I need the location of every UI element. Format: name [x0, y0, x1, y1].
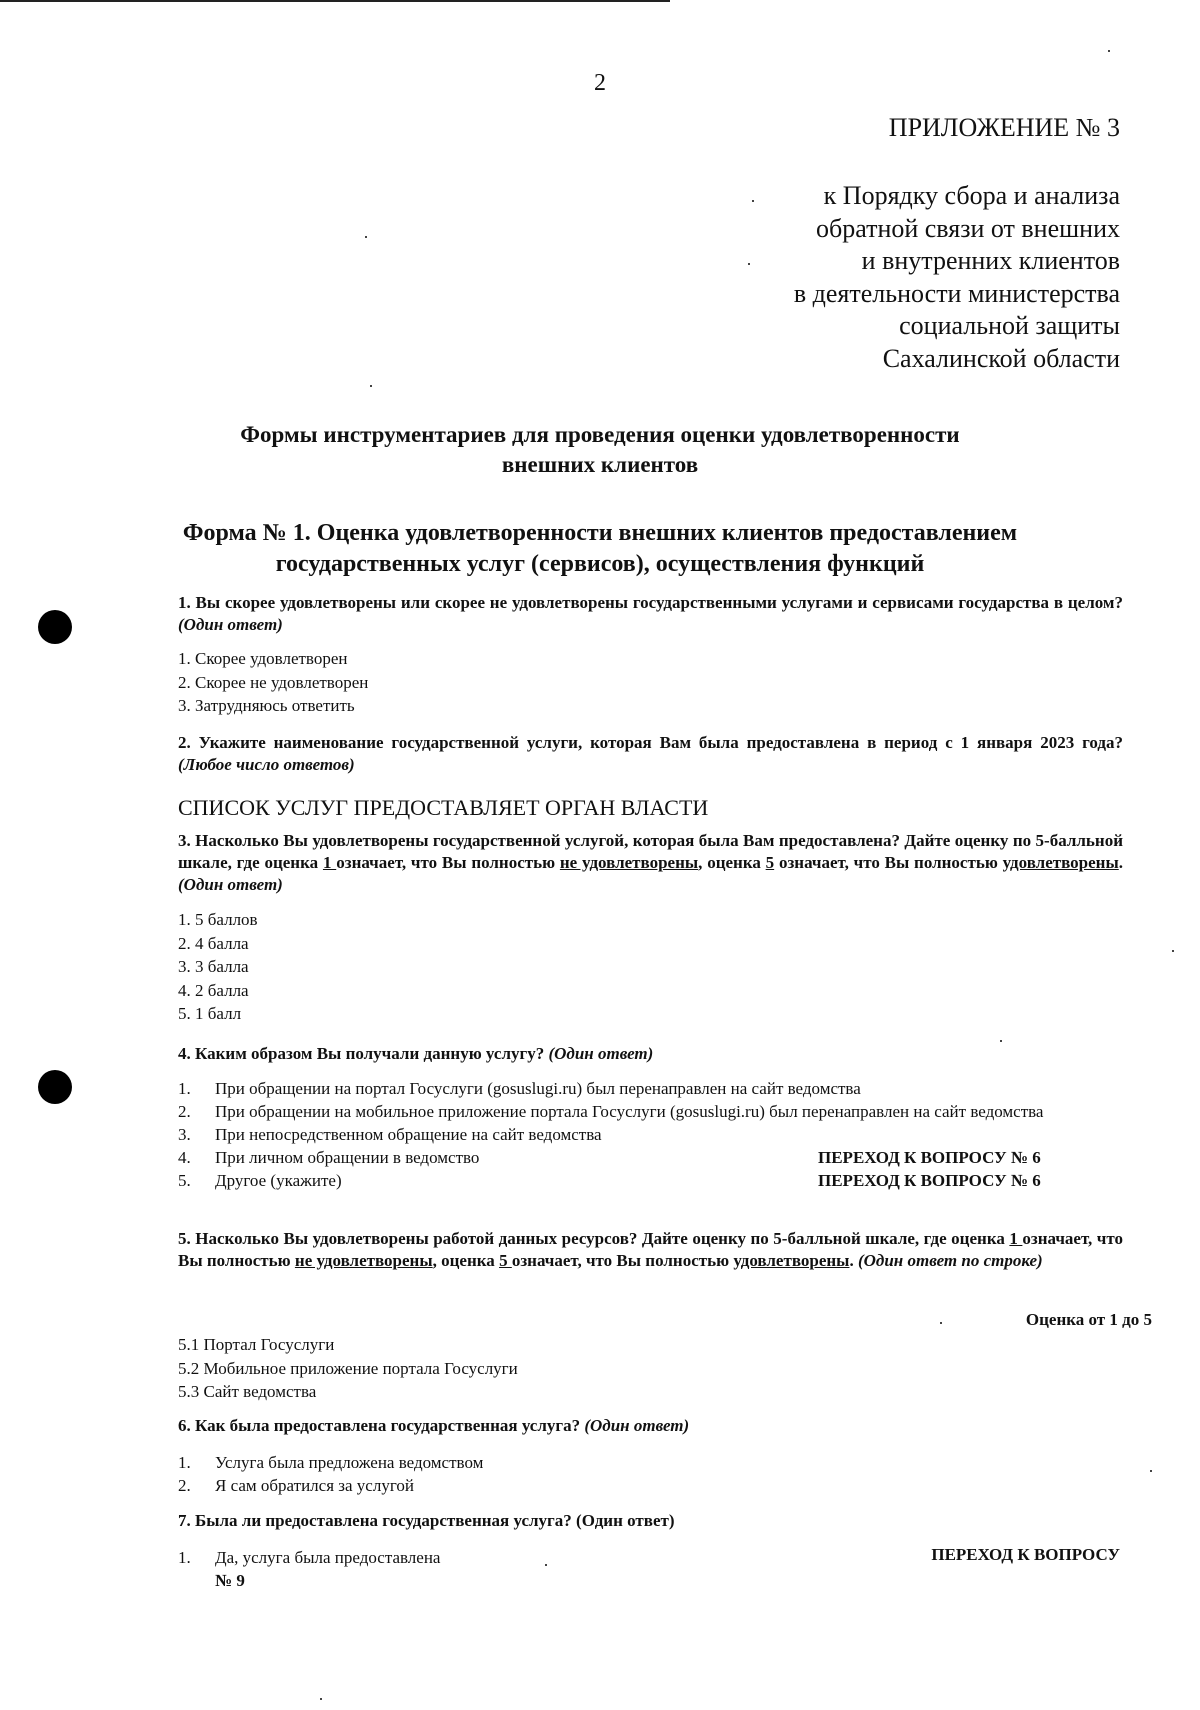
answer-option: 3. 3 балла	[178, 957, 249, 976]
answer-option-continuation: № 9	[215, 1571, 245, 1590]
answer-option: 2. Скорее не удовлетворен	[178, 672, 369, 692]
question-text: 2. Укажите наименование государственной услуги, которая Вам была предоставлена в период с 1 января 2023 года?	[178, 733, 1123, 752]
answer-option: 5. 1 балл	[178, 1004, 242, 1023]
option-text: Другое (укажите)	[215, 1171, 342, 1190]
question-text: 1. Вы скорее удовлетворены или скорее не удовлетворены государственными услугами и сервисами государства в целом?	[178, 593, 1123, 612]
question-3-options	[178, 908, 1123, 1026]
rating-column-header: Оценка от 1 до 5	[1025, 1310, 1152, 1329]
question-2	[178, 732, 1123, 776]
answer-option: 5.2 Мобильное приложение портала Госуслуги	[178, 1358, 518, 1378]
question-6-options	[178, 1451, 1123, 1497]
hole-punch-mark	[38, 1070, 72, 1104]
option-text: При непосредственном обращение на сайт ведомства	[215, 1125, 602, 1144]
option-text: Да, услуга была предоставлена	[215, 1548, 441, 1567]
question-4	[178, 1043, 1123, 1065]
answer-option: 2. 4 балла	[178, 933, 249, 953]
question-hint: (Один ответ)	[178, 615, 283, 634]
option-text: При личном обращении в ведомство	[215, 1148, 480, 1167]
underlined-text: удовлетворены	[733, 1251, 850, 1270]
underlined-text: 5	[499, 1251, 512, 1270]
option-number: 1.	[178, 1453, 191, 1472]
main-title-line: внешних клиентов	[501, 452, 699, 477]
question-hint: (Один ответ)	[178, 875, 283, 894]
scan-speck	[1108, 50, 1110, 52]
underlined-text: 5	[765, 853, 775, 872]
reference-line: обратной связи от внешних	[815, 213, 1120, 243]
skip-instruction: ПЕРЕХОД К ВОПРОСУ № 6	[818, 1148, 1041, 1167]
option-text: При обращении на мобильное приложение портала Госуслуги (gosuslugi.ru) был перенаправлен на сайт ведомства	[215, 1102, 1044, 1121]
option-number: 5.	[178, 1171, 191, 1190]
reference-line: в деятельности министерства	[793, 278, 1120, 308]
option-text: Услуга была предложена ведомством	[215, 1453, 484, 1472]
reference-line: к Порядку сбора и анализа	[823, 181, 1120, 210]
underlined-text: удовлетворены	[1002, 853, 1119, 872]
question-text: .	[849, 1251, 854, 1270]
answer-option	[178, 1100, 1123, 1123]
question-text: означает, что Вы полностью	[178, 1229, 1124, 1270]
reference-line: Сахалинской области	[882, 343, 1120, 373]
question-text: , оценка	[432, 1251, 500, 1270]
form-title-line: Форма № 1. Оценка удовлетворенности внешних клиентов предоставлением	[182, 520, 1018, 546]
option-text: При обращении на портал Госуслуги (gosuslugi.ru) был перенаправлен на сайт ведомства	[215, 1079, 861, 1098]
answer-option	[178, 1169, 1123, 1192]
question-text: означает, что Вы полностью	[336, 853, 560, 872]
answer-option: 3. Затрудняюсь ответить	[178, 696, 355, 715]
scan-speck	[370, 385, 372, 387]
answer-option	[178, 1474, 1123, 1497]
reference-line: социальной защиты	[899, 311, 1120, 340]
answer-option: 4. 2 балла	[178, 980, 249, 1000]
underlined-text: 1	[322, 853, 337, 872]
question-1	[178, 592, 1123, 636]
scan-speck	[320, 1698, 322, 1700]
services-note: СПИСОК УСЛУГ ПРЕДОСТАВЛЯЕТ ОРГАН ВЛАСТИ	[178, 795, 709, 820]
question-5	[178, 1228, 1123, 1272]
skip-instruction: ПЕРЕХОД К ВОПРОСУ № 6	[818, 1171, 1041, 1190]
answer-option: 5.3 Сайт ведомства	[178, 1382, 317, 1401]
scan-speck	[1172, 950, 1174, 952]
question-text: 3. Насколько Вы удовлетворены государственной услугой, которая была Вам предоставлена? Дайте оценку по 5-балльной шкале, где оценка	[178, 831, 1123, 872]
reference-line: и внутренних клиентов	[861, 246, 1120, 275]
answer-option	[178, 1146, 1123, 1169]
question-1-options	[178, 647, 1123, 718]
underlined-text: 1	[1009, 1229, 1023, 1248]
scan-speck	[752, 200, 754, 202]
question-hint: (Любое число ответов)	[178, 755, 355, 774]
scan-speck	[1000, 1040, 1002, 1042]
question-text: означает, что Вы полностью	[774, 853, 1003, 872]
top-border-line	[0, 0, 670, 2]
option-number: 1.	[178, 1079, 191, 1098]
question-hint: (Один ответ по строке)	[857, 1251, 1043, 1270]
question-text: .	[1118, 853, 1123, 872]
scan-speck	[365, 236, 367, 238]
answer-option: 1. 5 баллов	[178, 910, 258, 929]
question-hint: (Один ответ)	[548, 1044, 654, 1063]
question-hint: (Один ответ)	[584, 1416, 690, 1435]
form-title-line: государственных услуг (сервисов), осуществления функций	[275, 551, 925, 577]
page-number: 2	[594, 70, 606, 96]
answer-option	[178, 1123, 1123, 1146]
scan-speck	[545, 1564, 547, 1566]
question-7	[178, 1510, 1123, 1532]
option-number: 1.	[178, 1548, 191, 1567]
underlined-text: не удовлетворены	[559, 853, 699, 872]
main-title	[150, 420, 1050, 480]
question-text: 5. Насколько Вы удовлетворены работой данных ресурсов? Дайте оценку по 5-балльной шкале, где оценка	[178, 1229, 1010, 1248]
answer-option: 1. Скорее удовлетворен	[178, 649, 348, 668]
hole-punch-mark	[38, 610, 72, 644]
option-number: 2.	[178, 1102, 191, 1121]
appendix-reference	[794, 180, 1120, 375]
underlined-text: не удовлетворены	[294, 1251, 433, 1270]
question-6	[178, 1415, 1123, 1437]
scan-speck	[748, 263, 750, 265]
answer-option	[178, 1451, 1123, 1474]
skip-instruction: ПЕРЕХОД К ВОПРОСУ	[931, 1545, 1120, 1564]
form-title	[120, 518, 1080, 580]
question-3	[178, 830, 1123, 896]
question-text: 7. Была ли предоставлена государственная услуга? (Один ответ)	[178, 1511, 675, 1530]
option-number: 2.	[178, 1476, 191, 1495]
question-text: 4. Каким образом Вы получали данную услугу?	[178, 1044, 545, 1063]
option-number: 4.	[178, 1148, 191, 1167]
question-4-options	[178, 1077, 1123, 1192]
scan-speck	[940, 1322, 942, 1324]
answer-option	[178, 1077, 1123, 1100]
option-number: 3.	[178, 1125, 191, 1144]
main-title-line: Формы инструментариев для проведения оценки удовлетворенности	[240, 422, 960, 447]
scan-speck	[1150, 1470, 1152, 1472]
question-text: 6. Как была предоставлена государственная услуга?	[178, 1416, 581, 1435]
question-5-options	[178, 1333, 1123, 1404]
answer-option: 5.1 Портал Госуслуги	[178, 1335, 335, 1354]
question-text: означает, что Вы полностью	[511, 1251, 734, 1270]
question-text: , оценка	[698, 853, 766, 872]
option-text: Я сам обратился за услугой	[215, 1476, 414, 1495]
appendix-label: ПРИЛОЖЕНИЕ № 3	[888, 113, 1120, 142]
